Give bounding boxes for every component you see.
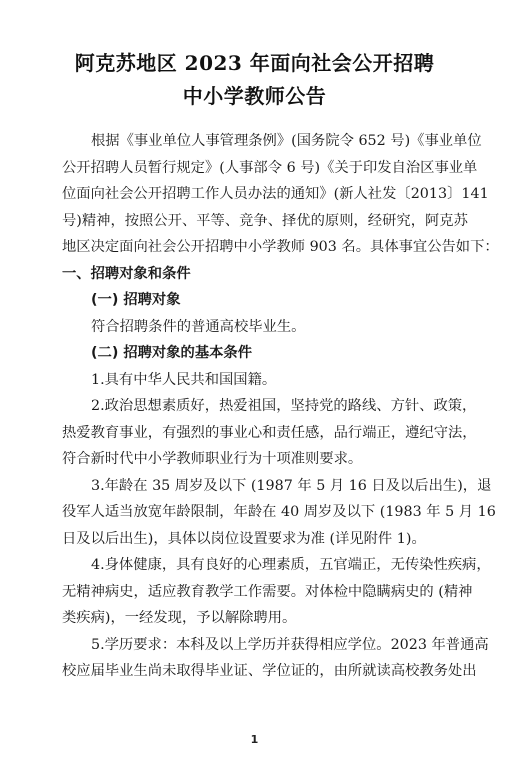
subsection-heading: (二) 招聘对象的基本条件 (91, 345, 253, 361)
paragraph-line: 号)精神，按照公开、平等、竞争、择优的原则，经研究，阿克苏 (62, 212, 468, 229)
paragraph-line: 地区决定面向社会公开招聘中小学教师 903 名。具体事宜公告如下： (62, 239, 499, 255)
list-item-line: 1.具有中华人民共和国国籍。 (91, 371, 277, 388)
subsection-heading: (一) 招聘对象 (91, 292, 181, 308)
list-item-line: 类疾病)，一经发现，予以解除聘用。 (62, 610, 297, 626)
list-item-line: 3.年龄在 35 周岁及以下 (1987 年 5 月 16 日及以后出生)，退 (91, 477, 492, 494)
document-title-line-1: 阿克苏地区 2023 年面向社会公开招聘 (74, 51, 435, 75)
paragraph-line: 位面向社会公开招聘工作人员办法的通知》(新人社发〔2013〕141 (62, 186, 489, 202)
list-item-line: 无精神病史，适应教育教学工作需要。对体检中隐瞒病史的 (精神 (62, 583, 473, 600)
paragraph-line: 公开招聘人员暂行规定》(人事部令 6 号)《关于印发自治区事业单 (62, 159, 478, 176)
list-item-line: 5.学历要求：本科及以上学历并获得相应学位。2023 年普通高 (91, 636, 489, 653)
list-item-line: 4.身体健康，具有良好的心理素质，五官端正，无传染性疾病， (91, 557, 491, 573)
page-number: 1 (250, 733, 259, 746)
list-item-line: 日及以后出生)，具体以岗位设置要求为准 (详见附件 1)。 (62, 530, 426, 547)
list-item-line: 2.政治思想素质好，热爱祖国，坚持党的路线、方针、政策， (91, 398, 477, 414)
document-title-line-2: 中小学教师公告 (182, 84, 327, 108)
list-item-line: 符合新时代中小学教师职业行为十项准则要求。 (62, 451, 363, 467)
document-body (62, 128, 499, 685)
list-item-line: 校应届毕业生尚未取得毕业证、学位证的，由所就读高校教务处出 (62, 663, 477, 679)
list-item-line: 热爱教育事业，有强烈的事业心和责任感，品行端正，遵纪守法， (62, 424, 477, 441)
paragraph-line: 根据《事业单位人事管理条例》(国务院令 652 号)《事业单位 (91, 133, 482, 149)
list-item-line: 役军人适当放宽年龄限制，年龄在 40 周岁及以下 (1983 年 5 月 16 (62, 504, 496, 520)
paragraph-line: 符合招聘条件的普通高校毕业生。 (91, 318, 306, 335)
section-heading: 一、招聘对象和条件 (62, 265, 191, 282)
